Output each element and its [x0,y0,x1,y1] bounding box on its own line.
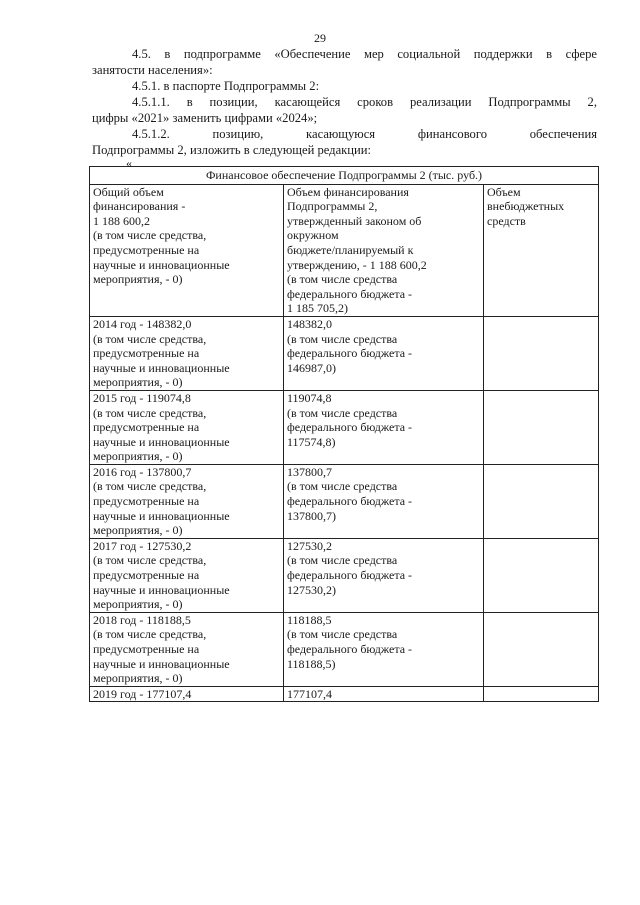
cell-line: 177107,4 [287,686,332,701]
cell-line: 1 188 600,2 [93,213,150,228]
paragraph-4-5 [92,46,597,78]
paragraph-line: Подпрограммы 2, изложить в следующей редакции: [92,143,372,157]
cell-line: научные и инновационные [93,360,230,375]
cell-line: 119074,8 [287,390,332,405]
cell-line: федерального бюджета - [287,568,413,583]
cell-line: (в том числе средства [287,553,398,568]
table-row [90,686,599,702]
cell-line: Общий объем [93,184,164,199]
cell-line: 2016 год - 137800,7 [93,464,192,479]
table-caption: Финансовое обеспечение Подпрограммы 2 (тыс. руб.) [90,167,599,185]
year-budget-cell [284,686,484,702]
table-row [90,612,599,686]
cell-line: 2014 год - 148382,0 [93,316,192,331]
year-budget-cell [284,464,484,538]
cell-line: 2015 год - 119074,8 [93,390,191,405]
page-number: 29 [314,31,326,45]
opening-quote-mark: « [126,156,132,170]
cell-line: 2017 год - 127530,2 [93,538,192,553]
cell-line: 118188,5) [287,656,336,671]
paragraph-line: 4.5.1. в паспорте Подпрограммы 2: [132,79,320,93]
table-row [90,390,599,464]
year-budget-cell [284,538,484,612]
paragraph-4-5-1-2 [92,126,597,158]
cell-line: предусмотренные на [93,242,200,257]
cell-line: (в том числе средства, [93,405,207,420]
cell-line: внебюджетных [487,199,565,214]
cell-line: финансирования - [93,199,186,214]
cell-line: утвержденный законом об [287,213,422,228]
year-budget-cell [284,390,484,464]
cell-line: мероприятия, - 0) [93,375,183,390]
year-total-cell [90,686,284,702]
cell-line: 148382,0 [287,316,332,331]
cell-line: 118188,5 [287,612,332,627]
cell-line: федерального бюджета - [287,286,413,301]
cell-line: федерального бюджета - [287,642,413,656]
cell-line: утверждению, - 1 188 600,2 [287,257,427,272]
header-total-financing [90,184,284,316]
cell-line: научные и инновационные [93,508,230,523]
header-offbudget-financing [484,184,599,316]
cell-line: (в том числе средства [287,272,398,287]
paragraph-4-5-1 [92,78,597,94]
cell-line: 2018 год - 118188,5 [93,612,191,627]
cell-line: научные и инновационные [93,582,230,597]
table-caption-row [90,167,599,185]
cell-line: Объем финансирования [287,184,409,199]
financing-table [89,166,599,702]
cell-line: 137800,7) [287,508,336,523]
cell-line: (в том числе средства [287,405,398,420]
cell-line: (в том числе средства, [93,627,207,642]
cell-line: мероприятия, - 0) [93,597,183,612]
cell-line: (в том числе средства [287,331,398,346]
paragraph-line: занятости населения»: [92,63,213,77]
cell-line: мероприятия, - 0) [93,523,183,538]
cell-line: (в том числе средства, [93,553,207,568]
paragraph-line: 4.5.1.1. в позиции, касающейся сроков реализации Подпрограммы 2, [132,95,597,109]
cell-line: мероприятия, - 0) [93,671,183,686]
cell-line: 127530,2) [287,582,336,597]
year-offbudget-cell [484,390,599,464]
cell-line: предусмотренные на [93,642,200,656]
year-offbudget-cell [484,464,599,538]
cell-line: 127530,2 [287,538,332,553]
cell-line: (в том числе средства [287,627,398,642]
header-budget-financing [284,184,484,316]
cell-line: федерального бюджета - [287,420,413,435]
year-total-cell [90,316,284,390]
year-offbudget-cell [484,316,599,390]
year-total-cell [90,464,284,538]
table-header-row [90,184,599,316]
cell-line: Объем [487,184,521,199]
table-row [90,316,599,390]
cell-line: (в том числе средства, [93,228,207,243]
year-total-cell [90,390,284,464]
table-row [90,538,599,612]
cell-line: федерального бюджета - [287,346,413,361]
cell-line: научные и инновационные [93,257,230,272]
paragraph-4-5-1-1 [92,94,597,126]
cell-line: предусмотренные на [93,346,200,361]
cell-line: (в том числе средства, [93,479,207,494]
cell-line: предусмотренные на [93,568,200,583]
cell-line: научные и инновационные [93,434,230,449]
cell-line: Подпрограммы 2, [287,199,378,214]
cell-line: 117574,8) [287,434,336,449]
cell-line: мероприятия, - 0) [93,449,183,464]
paragraph-line: 4.5.1.2. позицию, касающуюся финансового обеспечения [132,127,597,141]
paragraph-line: 4.5. в подпрограмме «Обеспечение мер социальной поддержки в сфере [132,47,597,61]
year-offbudget-cell [484,612,599,686]
year-offbudget-cell [484,538,599,612]
cell-line: мероприятия, - 0) [93,272,183,287]
cell-line: (в том числе средства, [93,331,207,346]
cell-line: 146987,0) [287,360,336,375]
year-budget-cell [284,612,484,686]
year-budget-cell [284,316,484,390]
table-row [90,464,599,538]
cell-line: 137800,7 [287,464,332,479]
cell-line: 1 185 705,2) [287,301,348,316]
cell-line: (в том числе средства [287,479,398,494]
paragraph-line: цифры «2021» заменить цифрами «2024»; [92,111,318,125]
cell-line: предусмотренные на [93,420,200,435]
cell-line: 2019 год - 177107,4 [93,686,192,701]
year-offbudget-cell [484,686,599,702]
cell-line: окружном [287,228,339,243]
cell-line: федерального бюджета - [287,494,413,509]
cell-line: средств [487,213,526,228]
year-total-cell [90,612,284,686]
cell-line: научные и инновационные [93,656,230,671]
year-total-cell [90,538,284,612]
cell-line: бюджете/планируемый к [287,242,414,257]
cell-line: предусмотренные на [93,494,200,509]
